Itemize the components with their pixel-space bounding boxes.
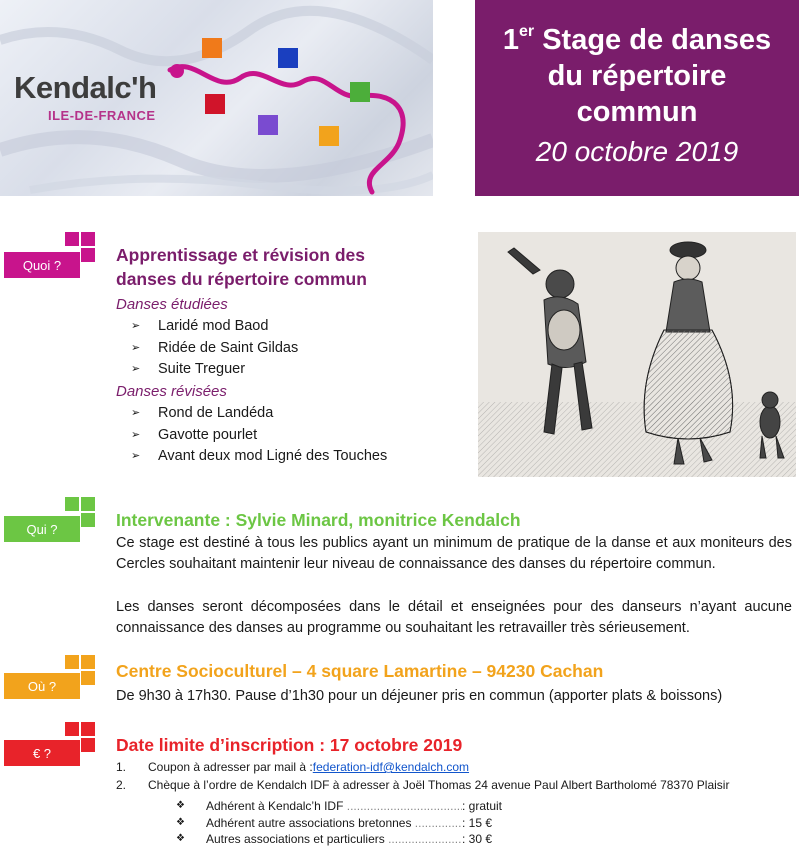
qui-paragraph-2: Les danses seront décomposées dans le détail et enseignées pour des danseurs n’ayant aucune connaissance des danses au programme ou souhaitant les retravailler très sérieusement. [116, 599, 792, 636]
header-banner [0, 0, 433, 196]
fee-row: ❖ Adhérent autre associations bretonnes ..... : 15 € [176, 815, 502, 832]
arrow-bullet-icon: ➢ [131, 363, 141, 376]
list-item: ➢ Suite Treguer [116, 359, 298, 381]
diamond-bullet-icon: ❖ [176, 833, 185, 844]
title-line-2: du répertoire [547, 60, 727, 92]
prix-tag: € ? [4, 740, 80, 766]
title-line-1 [475, 14, 799, 58]
list-item: ➢ Rond de Landéda [116, 403, 387, 425]
quoi-tag: Quoi ? [4, 252, 80, 278]
diamond-bullet-icon: ❖ [176, 816, 185, 828]
ou-title: Centre Socioculturel – 4 square Lamartine – 94230 Cachan [116, 661, 604, 681]
title-line-1-rest: Stage de danses [534, 24, 772, 56]
logo-region: ILE-DE-FRANCE [48, 108, 156, 123]
revised-list [116, 403, 387, 468]
list-item: ➢ Gavotte pourlet [116, 425, 387, 447]
arrow-bullet-icon: ➢ [131, 341, 141, 354]
title-ordinal-suffix: er [519, 23, 535, 40]
quoi-title-line-1: Apprentissage et révision des [116, 245, 365, 265]
qui-title: Intervenante : Sylvie Minard, monitrice Kendalch [116, 510, 521, 530]
list-item: 1. Coupon à adresser par mail à : federation-idf@kendalch.com [116, 759, 729, 777]
title-line-3: commun [576, 96, 698, 128]
list-item: ➢ Laridé mod Baod [116, 316, 298, 338]
diamond-bullet-icon: ❖ [176, 800, 185, 811]
studied-heading: Danses étudiées [116, 296, 228, 313]
quoi-title [116, 243, 367, 291]
arrow-bullet-icon: ➢ [131, 450, 141, 463]
fee-row: ❖ Autres associations et particuliers ..... : 30 € [176, 831, 502, 848]
event-date: 20 octobre 2019 [535, 136, 739, 167]
steps-list [116, 759, 729, 794]
list-item: ➢ Ridée de Saint Gildas [116, 338, 298, 360]
title-box [475, 0, 799, 196]
list-item: 2. Chèque à l’ordre de Kendalch IDF à adresser à Joël Thomas 24 avenue Paul Albert Bartholomé 78370 Plaisir [116, 777, 730, 792]
revised-heading: Danses révisées [116, 383, 227, 400]
email-link[interactable]: federation-idf@kendalch.com [312, 760, 470, 774]
dancers-engraving-image [478, 232, 796, 477]
logo-name: Kendalc'h [14, 70, 157, 105]
title-ordinal-number: 1 [502, 24, 520, 56]
list-item: ➢ Avant deux mod Ligné des Touches [116, 446, 387, 468]
qui-tag: Qui ? [4, 516, 80, 542]
arrow-bullet-icon: ➢ [131, 320, 141, 332]
fees-list [176, 798, 502, 848]
studied-list [116, 316, 298, 381]
quoi-title-line-2: danses du répertoire commun [116, 269, 367, 289]
qui-paragraph-1: Ce stage est destiné à tous les publics ayant un minimum de pratique de la danse et aux moniteurs des Cercles souhaitant maintenir leur niveau de connaissance des danses du répertoire commun. [116, 535, 792, 572]
arrow-bullet-icon: ➢ [131, 407, 141, 419]
prix-title: Date limite d’inscription : 17 octobre 2019 [116, 735, 463, 755]
ou-text: De 9h30 à 17h30. Pause d’1h30 pour un déjeuner pris en commun (apporter plats & boissons) [116, 688, 723, 704]
ou-tag: Où ? [4, 673, 80, 699]
arrow-bullet-icon: ➢ [131, 428, 141, 441]
fee-row: ❖ Adhérent à Kendalc’h IDF ..... : gratuit [176, 798, 502, 815]
